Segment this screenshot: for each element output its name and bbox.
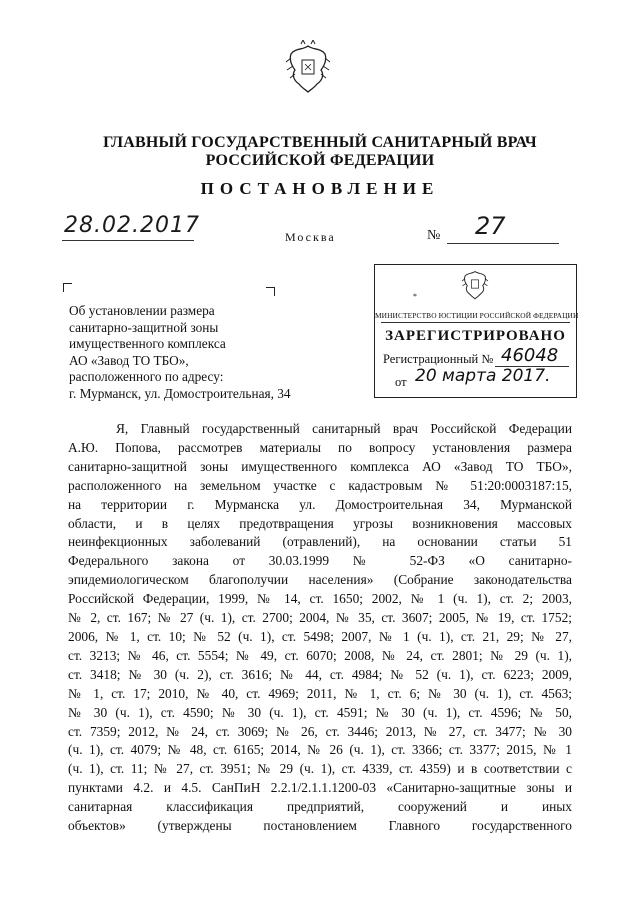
subject-corner-left <box>63 283 72 292</box>
stamp-ministry: МИНИСТЕРСТВО ЮСТИЦИИ РОССИЙСКОЙ ФЕДЕРАЦИИ <box>375 311 579 320</box>
body-line: (ч. 1), ст. 11; № 27, ст. 3951; № 29 (ч. 1), ст. 4339, ст. 4359) и в соответствии с <box>68 761 572 777</box>
body-line: области, и в целях предотвращения угрозы возникновения массовых <box>68 515 572 531</box>
date-underline <box>62 240 194 241</box>
document-date: 28.02.2017 <box>64 213 200 238</box>
stamp-registration-number: 46048 <box>501 345 559 366</box>
issuer-title-line1: ГЛАВНЫЙ ГОСУДАРСТВЕННЫЙ САНИТАРНЫЙ ВРАЧ <box>103 134 537 151</box>
subject-line: г. Мурманск, ул. Домостроительная, 34 <box>69 385 291 401</box>
body-line: № 1, ст. 17; 2010, № 40, ст. 4969; 2011, № 1, ст. 6; № 30 (ч. 1), ст. 4563; <box>68 685 572 701</box>
stamp-registered: ЗАРЕГИСТРИРОВАНО <box>385 328 566 344</box>
body-line: А.Ю. Попова, рассмотрев материалы по вопросу установления размера <box>68 439 572 455</box>
body-line: № 2, ст. 167; № 27 (ч. 1), ст. 2700; 2004, № 35, ст. 3607; 2005, № 19, ст. 1752; <box>68 610 572 626</box>
body-line: № 30 (ч. 1), ст. 4590; № 30 (ч. 1), ст. 4591; № 30 (ч. 1), ст. 4596; № 50, <box>68 704 572 720</box>
body-line: Я, Главный государственный санитарный врач Российской Федерации <box>116 421 572 436</box>
body-line: эпидемиологическом благополучии населения» (Собрание законодательства <box>68 572 572 588</box>
body-line: объектов» (утверждены постановлением Главного государственного <box>68 818 572 834</box>
russian-coat-of-arms-icon <box>460 268 490 300</box>
subject-line: АО «Завод ТО ТБО», <box>69 352 189 368</box>
body-line: санитарная классификация предприятий, сооружений и иных <box>68 799 572 815</box>
body-line: санитарно-защитной зоны имущественного комплекса АО «Завод ТО ТБО», <box>68 458 572 474</box>
stamp-divider <box>381 322 570 323</box>
document-body <box>68 420 572 836</box>
stamp-star: * <box>413 292 417 301</box>
body-line: 2006, № 1, ст. 10; № 52 (ч. 1), ст. 5498; 2007, № 1 (ч. 1), ст. 21, 29; № 27, <box>68 628 572 644</box>
subject-line: Об установлении размера <box>69 303 215 318</box>
body-line: (ч. 1), ст. 4079; № 48, ст. 6165; 2014, № 26 (ч. 1), ст. 3366; ст. 3377; 2015, № 1 <box>68 742 572 758</box>
body-line: ст. 3213; № 46, ст. 5554; № 49, ст. 6070; 2008, № 24, ст. 2801; № 29 (ч. 1), <box>68 647 572 663</box>
russian-coat-of-arms-icon <box>283 40 333 94</box>
subject-line: имущественного комплекса <box>69 336 226 351</box>
stamp-from-label: от <box>395 375 407 389</box>
number-underline <box>447 243 559 244</box>
subject-line: санитарно-защитной зоны <box>69 319 219 335</box>
registration-stamp <box>374 264 577 398</box>
document-city: Москва <box>285 230 336 244</box>
issuer-title-line2: РОССИЙСКОЙ ФЕДЕРАЦИИ <box>205 152 435 169</box>
body-line: неинфекционных заболеваний (отравлений), на основании статьи 51 <box>68 534 572 550</box>
body-line: Российской Федерации, 1999, № 14, ст. 1650; 2002, № 1 (ч. 1), ст. 2; 2003, <box>68 591 572 607</box>
body-line: расположенного на земельном участке с кадастровым № 51:20:0003187:15, <box>68 477 572 493</box>
subject-line: расположенного по адресу: <box>69 369 224 384</box>
document-type-title: ПОСТАНОВЛЕНИЕ <box>200 179 440 198</box>
subject-corner-right <box>266 287 275 296</box>
body-line: пунктами 4.2. и 4.5. СанПиН 2.2.1/2.1.1.1200-03 «Санитарно-защитные зоны и <box>68 780 572 796</box>
document-number: 27 <box>475 212 506 240</box>
stamp-registration-date: 20 марта 2017. <box>415 366 551 386</box>
body-line: ст. 3418; № 30 (ч. 2), ст. 3616; № 44, ст. 4984; № 52 (ч. 1), ст. 6223; 2009, <box>68 666 572 682</box>
body-line: на территории г. Мурманска ул. Домостроительная 34, Мурманской <box>68 496 572 512</box>
document-subject <box>69 303 291 402</box>
body-line: Федерального закона от 30.03.1999 № 52-ФЗ «О санитарно- <box>68 553 572 569</box>
stamp-registration-label: Регистрационный № <box>383 352 494 366</box>
body-line: ст. 7359; 2012, № 24, ст. 3069; № 26, ст. 3446; 2013, № 27, ст. 3477; № 30 <box>68 723 572 739</box>
document-number-label: № <box>427 228 441 243</box>
